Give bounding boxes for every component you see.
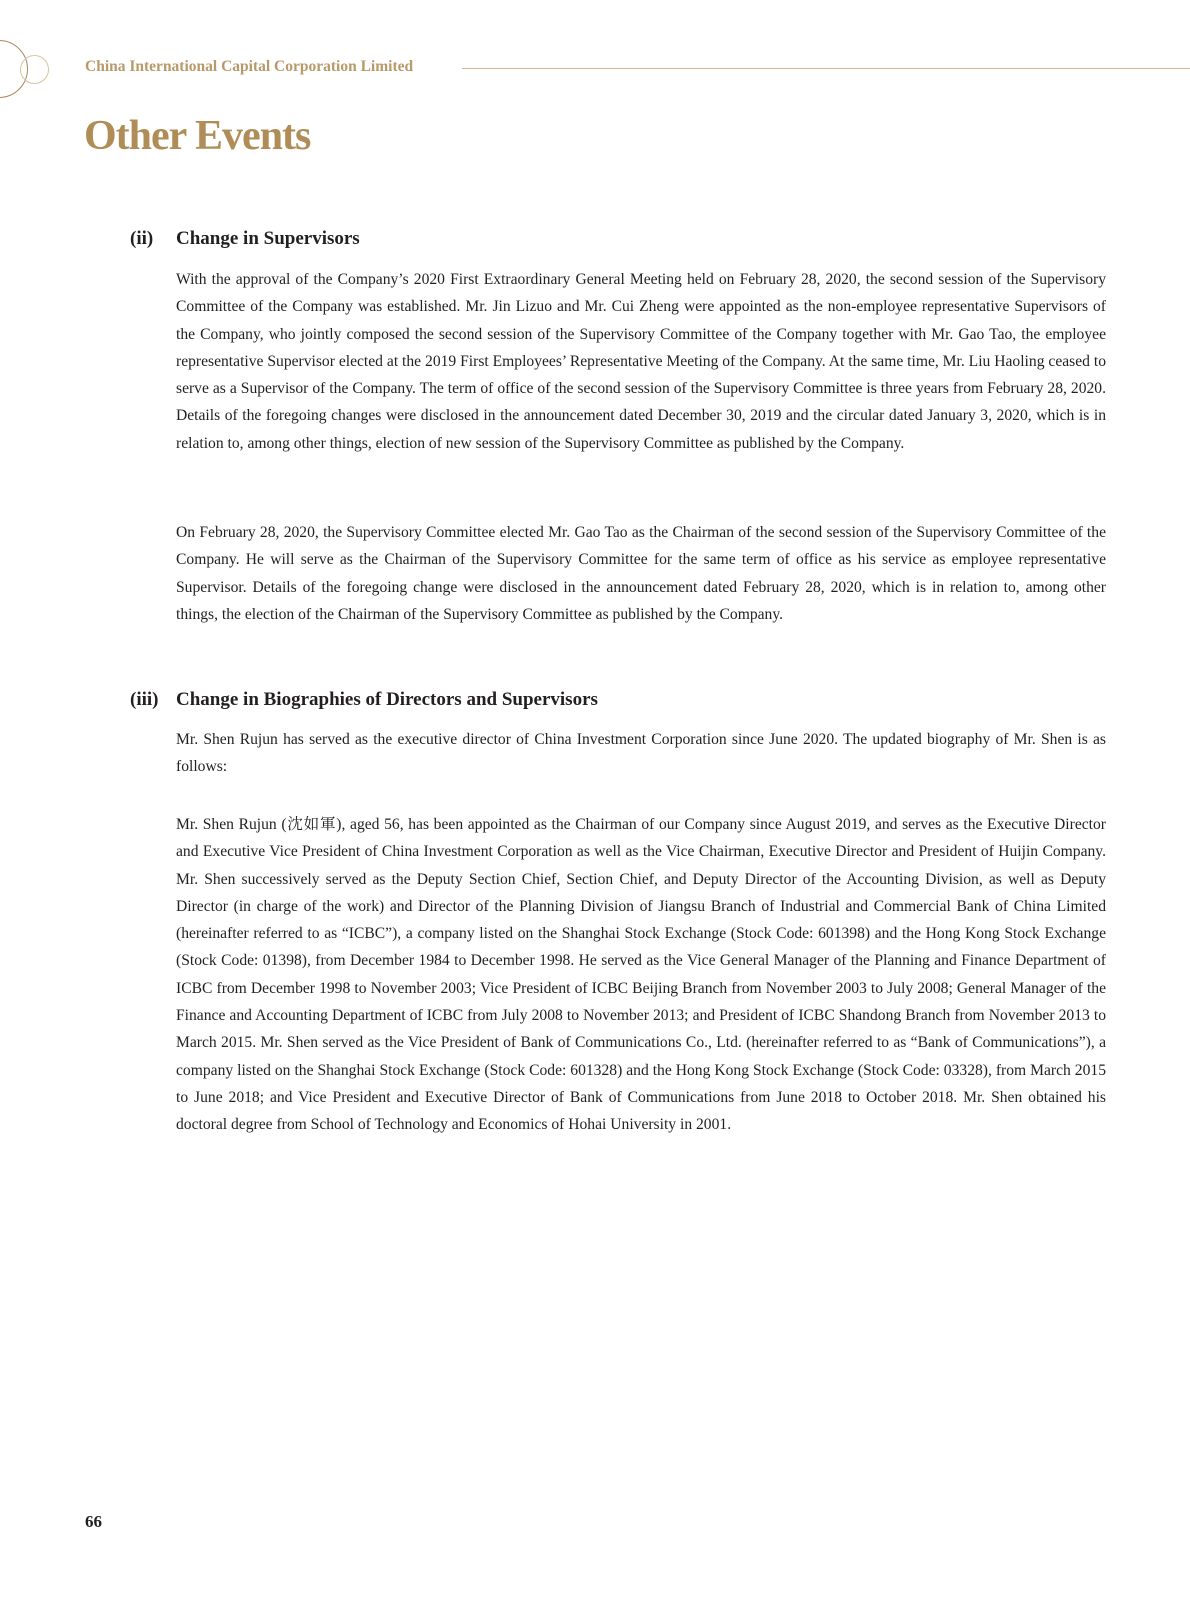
decorative-circle-small [20, 55, 49, 84]
paragraph: Mr. Shen Rujun (沈如軍), aged 56, has been appointed as the Chairman of our Company since August 2019, and serves as the Executive Director and Executive Vice President of China Investment Corporation as well as the Vice Chairman, Executive Director and President of Huijin Company. Mr. Shen successively served as the Deputy Section Chief, Section Chief, and Deputy Director of the Accounting Division, as well as Deputy Director (in charge of the work) and Director of the Planning Division of Jiangsu Branch of Industrial and Commercial Bank of China Limited (hereinafter referred to as “ICBC”), a company listed on the Shanghai Stock Exchange (Stock Code: 601398) and the Hong Kong Stock Exchange (Stock Code: 01398), from December 1984 to December 1998. He served as the Vice General Manager of the Planning and Finance Department of ICBC from December 1998 to November 2003; Vice President of ICBC Beijing Branch from November 2003 to July 2008; General Manager of the Finance and Accounting Department of ICBC from July 2008 to November 2013; and President of ICBC Shandong Branch from November 2013 to March 2015. Mr. Shen served as the Vice President of Bank of Communications Co., Ltd. (hereinafter referred to as “Bank of Communications”), a company listed on the Shanghai Stock Exchange (Stock Code: 601328) and the Hong Kong Stock Exchange (Stock Code: 03328), from March 2015 to June 2018; and Vice President and Executive Director of Bank of Communications from June 2018 to October 2018. Mr. Shen obtained his doctoral degree from School of Technology and Economics of Hohai University in 2001. [176, 816, 1106, 1134]
paragraph: With the approval of the Company’s 2020 First Extraordinary General Meeting held on February 28, 2020, the second session of the Supervisory Committee of the Company was established. Mr. Jin Lizuo and Mr. Cui Zheng were appointed as the non-employee representative Supervisors of the Company, who jointly composed the second session of the Supervisory Committee of the Company together with Mr. Gao Tao, the employee representative Supervisor elected at the 2019 First Employees’ Representative Meeting of the Company. At the same time, Mr. Liu Haoling ceased to serve as a Supervisor of the Company. The term of office of the second session of the Supervisory Committee is three years from February 28, 2020. Details of the foregoing changes were disclosed in the announcement dated December 30, 2019 and the circular dated January 3, 2020, which is in relation to, among other things, election of new session of the Supervisory Committee as published by the Company. [176, 271, 1106, 452]
section-title: Change in Supervisors [176, 228, 360, 249]
section-heading-iii [130, 689, 598, 711]
paragraph: Mr. Shen Rujun has served as the executive director of China Investment Corporation since June 2020. The updated biography of Mr. Shen is as follows: [176, 731, 1106, 776]
page-title: Other Events [84, 113, 311, 159]
section-title: Change in Biographies of Directors and Supervisors [176, 689, 598, 710]
paragraph: On February 28, 2020, the Supervisory Committee elected Mr. Gao Tao as the Chairman of the second session of the Supervisory Committee of the Company. He will serve as the Chairman of the Supervisory Committee for the same term of office as his service as employee representative Supervisor. Details of the foregoing change were disclosed in the announcement dated February 28, 2020, which is in relation to, among other things, the election of the Chairman of the Supervisory Committee as published by the Company. [176, 524, 1106, 623]
header-company-name: China International Capital Corporation Limited [85, 58, 414, 75]
section-number: (iii) [130, 689, 159, 710]
section-heading-ii [130, 228, 360, 250]
page-number: 66 [85, 1512, 102, 1531]
section-number: (ii) [130, 228, 154, 249]
header-rule [462, 68, 1190, 69]
